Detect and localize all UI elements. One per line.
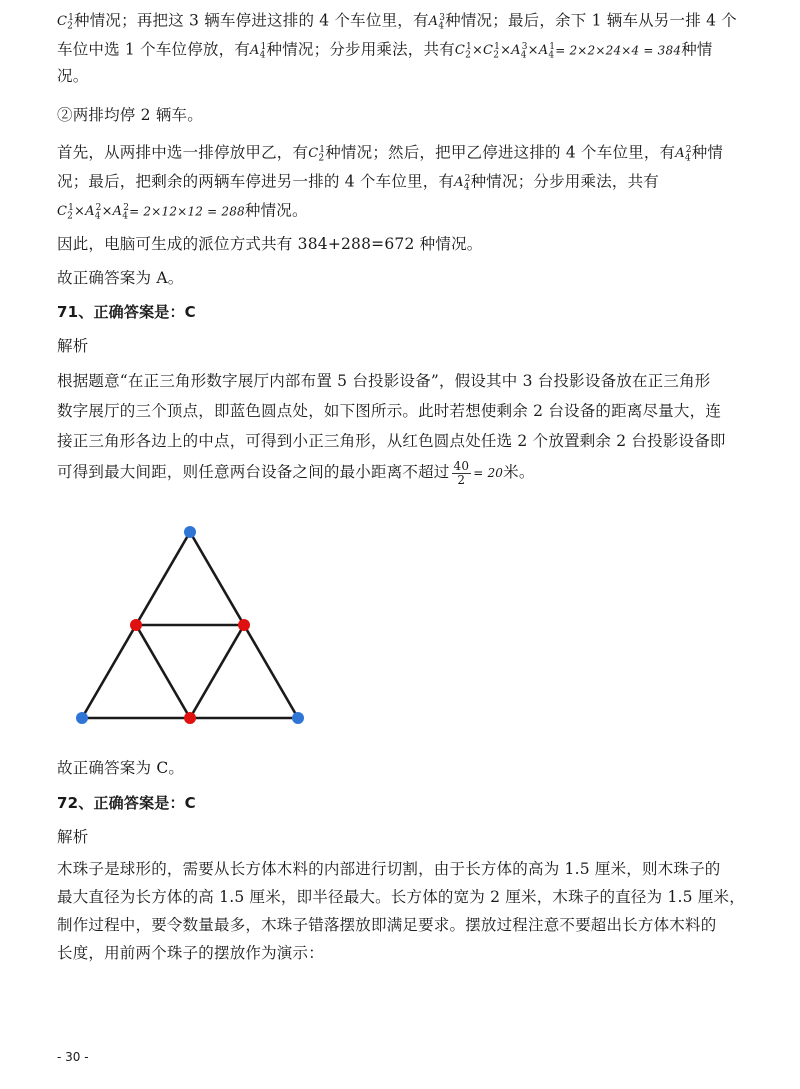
inner-edge-right xyxy=(190,625,244,718)
text-line: $C_2^1$种情况；再把这 3 辆车停进这排的 4 个车位里，有$A_4^3$种情况；最后，余下 1 辆车从另一排 4 个 xyxy=(57,11,737,32)
text-line: 可得到最大间距，则任意两台设备之间的最小距离不超过 $\frac{40}{2}$ = 20米。 xyxy=(57,458,535,487)
text-line: 长度，用前两个珠子的摆放作为演示： xyxy=(57,944,324,962)
answer-text: 故正确答案为 A。 xyxy=(57,269,184,287)
inner-edge-left xyxy=(136,625,190,718)
question-heading: 72、正确答案是：C xyxy=(57,794,196,812)
text-line: 最大直径为长方体的高 1.5 厘米，即半径最大。长方体的宽为 2 厘米，木珠子的直径为 1.5 厘米， xyxy=(57,888,745,906)
text-line: 根据题意“在正三角形数字展厅内部布置 5 台投影设备”，假设其中 3 台投影设备放在正三角形 xyxy=(57,372,711,390)
midpoint-left xyxy=(130,619,142,631)
question-heading: 71、正确答案是：C xyxy=(57,303,196,321)
triangle-lines xyxy=(82,532,298,718)
text-line: 接正三角形各边上的中点，可得到小正三角形，从红色圆点处任选 2 个放置剩余 2 台投影设备即 xyxy=(57,432,726,450)
midpoint-bottom xyxy=(184,712,196,724)
text-line: 数字展厅的三个顶点，即蓝色圆点处，如下图所示。此时若想使剩余 2 台设备的距离尽量大，连 xyxy=(57,402,722,420)
answer-text: 故正确答案为 C。 xyxy=(57,759,185,777)
analysis-label: 解析 xyxy=(57,828,89,846)
case-title: ②两排均停 2 辆车。 xyxy=(57,106,203,124)
vertex-point-right xyxy=(292,712,304,724)
math-c21: $C_2^1$ xyxy=(57,13,75,32)
vertex-point-top xyxy=(184,526,196,538)
midpoint-right xyxy=(238,619,250,631)
math-product-expr: $C_2^1\times A_4^2\times A_4^2$ xyxy=(57,203,130,222)
text-line: $C_2^1\times A_4^2\times A_4^2= 2\times 12\times 12 = 288$种情况。 xyxy=(57,201,308,222)
text-line: 车位中选 1 个车位停放，有$A_4^1$种情况；分步用乘法，共有$C_2^1\times C_2^1\times A_4^3\times A_4^1= 2\times 2\times 24\times 4 = 384$种情 xyxy=(57,40,713,61)
triangle-figure xyxy=(70,520,320,735)
math-a43: $A_4^3$ xyxy=(428,13,446,32)
fraction: $\frac{40}{2}$ xyxy=(453,458,470,487)
math-product-expr: $C_2^1\times C_2^1\times A_4^3\times A_4^1$ xyxy=(454,42,556,61)
math-a41: $A_4^1$ xyxy=(250,42,267,61)
text-line: 首先，从两排中选一排停放甲乙，有$C_2^1$种情况；然后，把甲乙停进这排的 4 个车位里，有$A_4^2$种情 xyxy=(57,143,724,164)
page-number: - 30 - xyxy=(57,1050,89,1064)
text-line: 况。 xyxy=(57,67,89,85)
conclusion-text: 因此，电脑可生成的派位方式共有 384+288=672 种情况。 xyxy=(57,235,483,253)
text-line: 木珠子是球形的，需要从长方体木料的内部进行切割，由于长方体的高为 1.5 厘米，则木珠子的 xyxy=(57,860,721,878)
vertex-point-left xyxy=(76,712,88,724)
text-line: 况；最后，把剩余的两辆车停进另一排的 4 个车位里，有$A_4^2$种情况；分步用乘法，共有 xyxy=(57,172,659,193)
analysis-label: 解析 xyxy=(57,337,89,355)
text-line: 制作过程中，要令数量最多，木珠子错落摆放即满足要求。摆放过程注意不要超出长方体木料的 xyxy=(57,916,717,934)
